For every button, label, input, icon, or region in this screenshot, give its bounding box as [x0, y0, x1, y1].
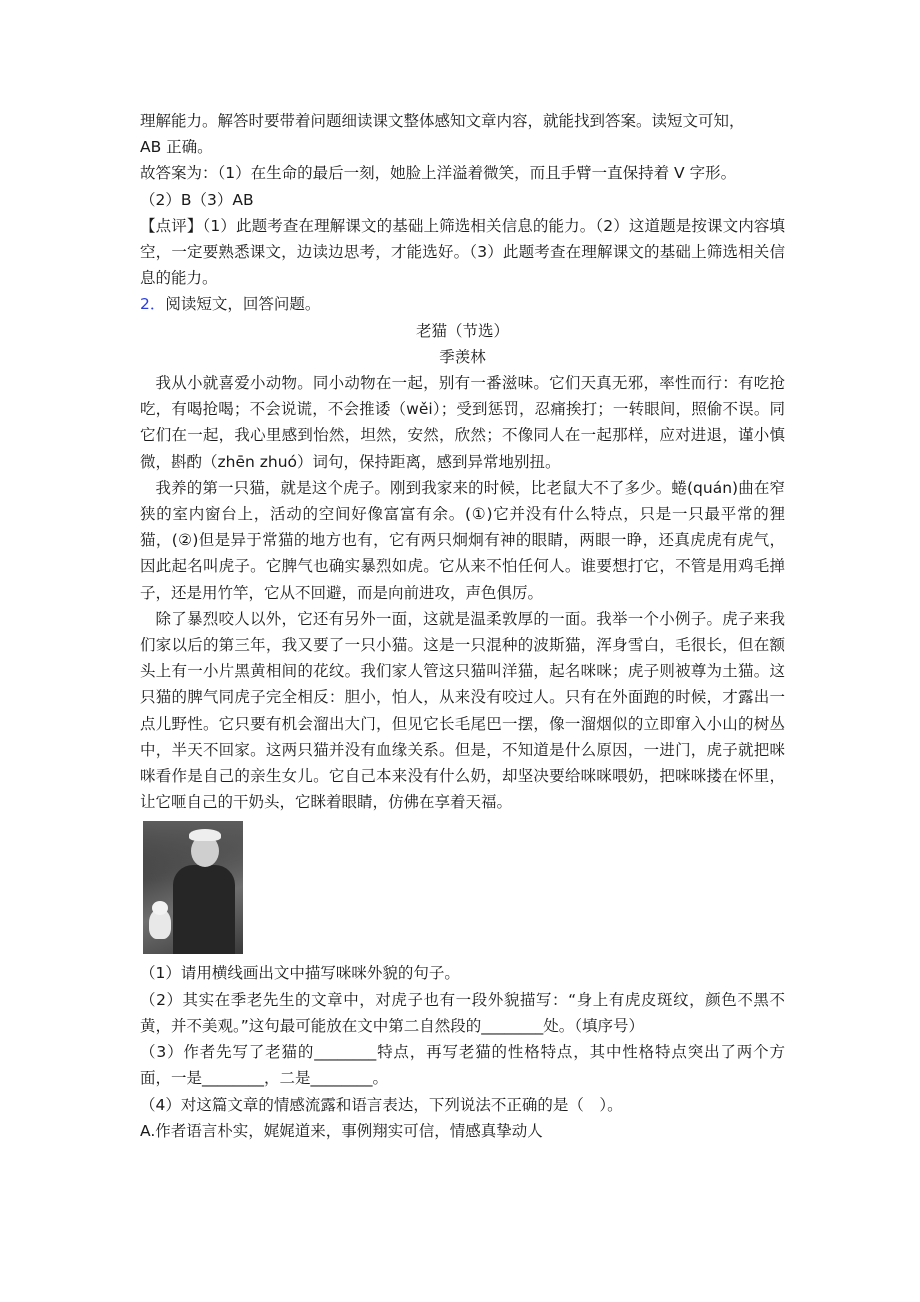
sub-question-3: （3）作者先写了老猫的________特点，再写老猫的性格特点，其中性格特点突出了两个方面，一是________，二是________。: [140, 1043, 785, 1088]
option-a: A.作者语言朴实，娓娓道来，事例翔实可信，情感真挚动人: [140, 1121, 543, 1140]
sub-question-2: （2）其实在季老先生的文章中，对虎子也有一段外貌描写：“身上有虎皮斑纹，颜色不黑不黄，并不美观。”这句最可能放在文中第二自然段的________处。（填序号）: [140, 990, 785, 1035]
passage-paragraph-1: 我从小就喜爱小动物。同小动物在一起，别有一番滋味。它们天真无邪，率性而行：有吃抢吃，有喝抢喝；不会说谎，不会推诿（wěi）；受到惩罚，忍痛挨打；一转眼间，照偷不误。同它们在一起，我心里感到怡然，坦然，安然，欣然；不像同人在一起那样，应对进退，谨小慎微，斟酌（zhēn zhuó）词句，保持距离，感到异常地别扭。: [140, 374, 785, 471]
answer-line-3: 故答案为：（1）在生命的最后一刻，她脸上洋溢着微笑，而且手臂一直保持着 V 字形。: [140, 164, 737, 183]
question-prompt: 阅读短文，回答问题。: [165, 295, 321, 314]
question-header: [140, 291, 785, 317]
sub-question-4: （4）对这篇文章的情感流露和语言表达，下列说法不正确的是（ ）。: [140, 1095, 623, 1114]
answer-line-2: AB 正确。: [140, 138, 213, 157]
document-page: [140, 108, 785, 1144]
passage-paragraph-2: 我养的第一只猫，就是这个虎子。刚到我家来的时候，比老鼠大不了多少。蜷(quán)曲在窄狭的室内窗台上，活动的空间好像富富有余。(①)它并没有什么特点，只是一只最平常的狸猫，(②)但是异于常猫的地方也有，它有两只炯炯有神的眼睛，两眼一睁，还真虎虎有虎气，因此起名叫虎子。它脾气也确实暴烈如虎。它从来不怕任何人。谁要想打它，不管是用鸡毛掸子，还是用竹竿，它从不回避，而是向前进攻，声色俱厉。: [140, 478, 785, 602]
passage-author: 季羡林: [439, 347, 486, 366]
answer-line-4: （2）B（3）AB: [140, 190, 254, 209]
answer-line-1: 理解能力。解答时要带着问题细读课文整体感知文章内容，就能找到答案。读短文可知，: [140, 112, 745, 130]
question-number: 2．: [140, 295, 166, 314]
author-with-cat-photo: [143, 821, 243, 954]
comment-paragraph: 【点评】（1）此题考查在理解课文的基础上筛选相关信息的能力。（2）这道题是按课文内容填空，一定要熟悉课文，边读边思考，才能选好。（3）此题考查在理解课文的基础上筛选相关信息的能力。: [140, 216, 785, 288]
sub-question-1: （1）请用横线画出文中描写咪咪外貌的句子。: [140, 964, 460, 983]
passage-title: 老猫（节选）: [415, 321, 509, 340]
passage-paragraph-3: 除了暴烈咬人以外，它还有另外一面，这就是温柔敦厚的一面。我举一个小例子。虎子来我们家以后的第三年，我又要了一只小猫。这是一只混种的波斯猫，浑身雪白，毛很长，但在额头上有一小片黑黄相间的花纹。我们家人管这只猫叫洋猫，起名咪咪；虎子则被尊为土猫。这只猫的脾气同虎子完全相反：胆小，怕人，从来没有咬过人。只有在外面跑的时候，才露出一点儿野性。它只要有机会溜出大门，但见它长毛尾巴一摆，像一溜烟似的立即窜入小山的树丛中，半天不回家。这两只猫并没有血缘关系。但是，不知道是什么原因，一进门，虎子就把咪咪看作是自己的亲生女儿。它自己本来没有什么奶，却坚决要给咪咪喂奶，把咪咪搂在怀里，让它咂自己的干奶头，它眯着眼睛，仿佛在享着天福。: [140, 609, 785, 812]
